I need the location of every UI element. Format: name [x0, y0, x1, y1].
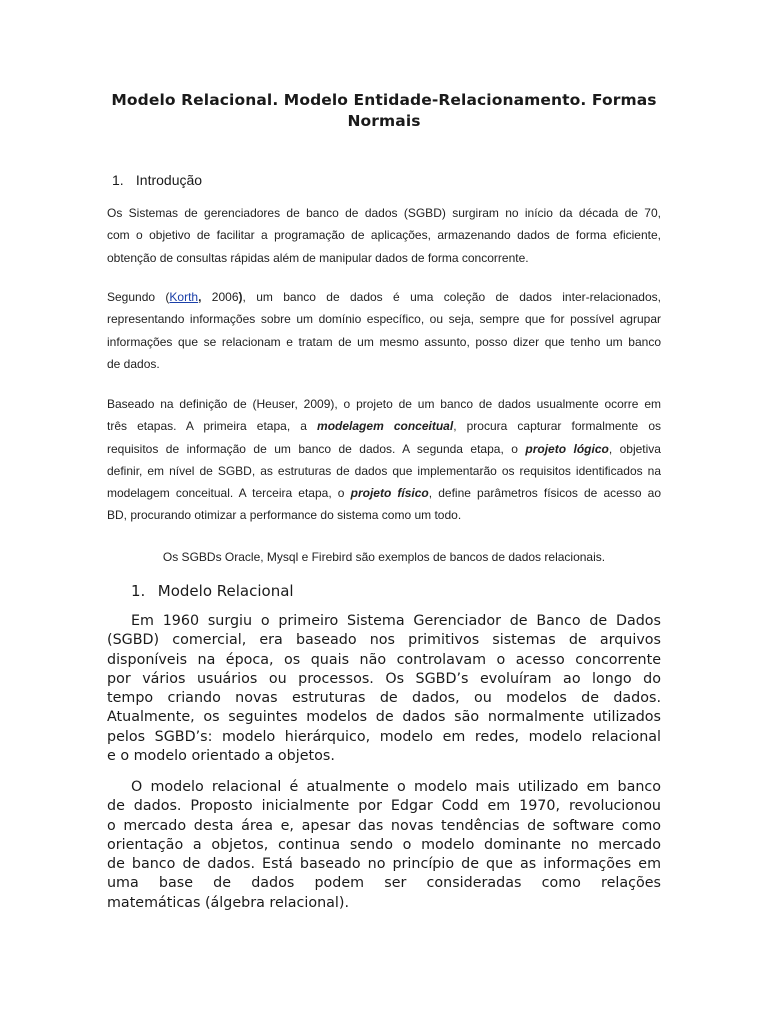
paragraph-line: tempo criando novas estruturas de dados, ou modelos de dados.	[107, 690, 661, 707]
section-title: Modelo Relacional	[157, 582, 294, 600]
paragraph-line: representando informações sobre um domínio específico, ou seja, sempre que for possível agrupar	[107, 312, 661, 327]
citation-prefix: Segundo (	[107, 290, 170, 304]
section-heading-modelo-relacional	[131, 581, 294, 601]
text-run: modelagem conceitual. A terceira etapa, o	[107, 486, 351, 501]
paragraph-line: BD, procurando otimizar a performance do sistema como um todo.	[107, 508, 462, 523]
paragraph-line	[107, 438, 661, 460]
text-run: requisitos de informação de um banco de dados. A segunda etapa, o	[107, 441, 526, 456]
paragraph-line: Os Sistemas de gerenciadores de banco de dados (SGBD) surgiram no início da década de 70,	[107, 206, 661, 220]
text-run: , procura capturar formalmente os	[453, 419, 661, 434]
paragraph-line	[107, 286, 661, 308]
paragraph-line: o mercado desta área e, apesar das novas tendências de software como	[107, 817, 661, 834]
paragraph-line	[107, 482, 661, 504]
paragraph-line: uma base de dados podem ser consideradas como relações	[107, 875, 661, 892]
text-run: , define parâmetros físicos de acesso ao	[428, 486, 661, 501]
paragraph-line: de dados. Proposto inicialmente por Edgar Codd em 1970, revolucionou	[107, 798, 661, 815]
paragraph-line: Atualmente, os seguintes modelos de dados são normalmente utilizados	[107, 709, 661, 726]
paragraph-line: disponíveis na época, os quais não controlavam o acesso concorrente	[107, 651, 661, 668]
section-number: 1.	[131, 582, 146, 600]
paragraph-line: por vários usuários ou processos. Os SGBD’s evoluíram ao longo do	[107, 670, 661, 687]
sgbd-examples-note: Os SGBDs Oracle, Mysql e Firebird são exemplos de bancos de dados relacionais.	[162, 550, 606, 564]
paragraph-line: e o modelo orientado a objetos.	[107, 748, 335, 765]
paragraph-line: pelos SGBD’s: modelo hierárquico, modelo em redes, modelo relacional	[107, 728, 661, 745]
paragraph-line: obtenção de consultas rápidas além de manipular dados de forma concorrente.	[107, 250, 529, 265]
intro-paragraph	[107, 202, 661, 269]
paragraph-line: de banco de dados. Está baseado no princípio de que as informações em	[107, 856, 661, 873]
section-number: 1.	[112, 172, 124, 188]
korth-line1-rest: , um banco de dados é uma coleção de dados inter-relacionados,	[242, 290, 661, 304]
paragraph-line: Baseado na definição de (Heuser, 2009), o projeto de um banco de dados usualmente ocorre em	[107, 397, 661, 411]
paragraph-line: Em 1960 surgiu o primeiro Sistema Gerenciador de Banco de Dados	[131, 613, 661, 629]
citation-comma: ,	[198, 290, 202, 304]
korth-citation-link[interactable]: Korth	[169, 290, 199, 304]
citation-year: 2006	[201, 290, 239, 304]
paragraph-line: orientação a objetos, continua sendo o modelo dominante no mercado	[107, 836, 661, 853]
paragraph-1960	[107, 612, 661, 766]
text-run: três etapas. A primeira etapa, a	[107, 419, 318, 434]
text-run: , objetiva	[608, 441, 661, 456]
paragraph-line: informações que se relacionam e tratam de um mesmo assunto, posso dizer que tenho um banco	[107, 334, 661, 349]
paragraph-line: com o objetivo de facilitar a programação de aplicações, armazenando dados de forma eficiente,	[107, 228, 661, 243]
paragraph-line: (SGBD) comercial, era baseado nos primitivos sistemas de arquivos	[107, 632, 661, 649]
emphasis-projeto-fisico: projeto físico	[350, 486, 429, 501]
section-heading-introducao	[112, 171, 202, 189]
emphasis-projeto-logico: projeto lógico	[525, 441, 609, 456]
korth-paragraph	[107, 286, 661, 375]
paragraph-line: definir, em nível de SGBD, as estruturas de dados que implementarão os requisitos identificados na	[107, 463, 661, 478]
section-title: Introdução	[135, 172, 203, 188]
paragraph-line: de dados.	[107, 356, 160, 371]
paragraph-modelo-relacional	[107, 778, 661, 913]
document-title: Modelo Relacional. Modelo Entidade-Relacionamento. Formas Normais	[111, 91, 657, 130]
emphasis-modelagem-conceitual: modelagem conceitual	[317, 419, 454, 434]
paragraph-line: matemáticas (álgebra relacional).	[107, 894, 349, 911]
paragraph-line: O modelo relacional é atualmente o modelo mais utilizado em banco	[131, 779, 661, 795]
heuser-paragraph	[107, 393, 661, 527]
paragraph-line	[107, 415, 661, 437]
citation-close: )	[238, 290, 243, 304]
